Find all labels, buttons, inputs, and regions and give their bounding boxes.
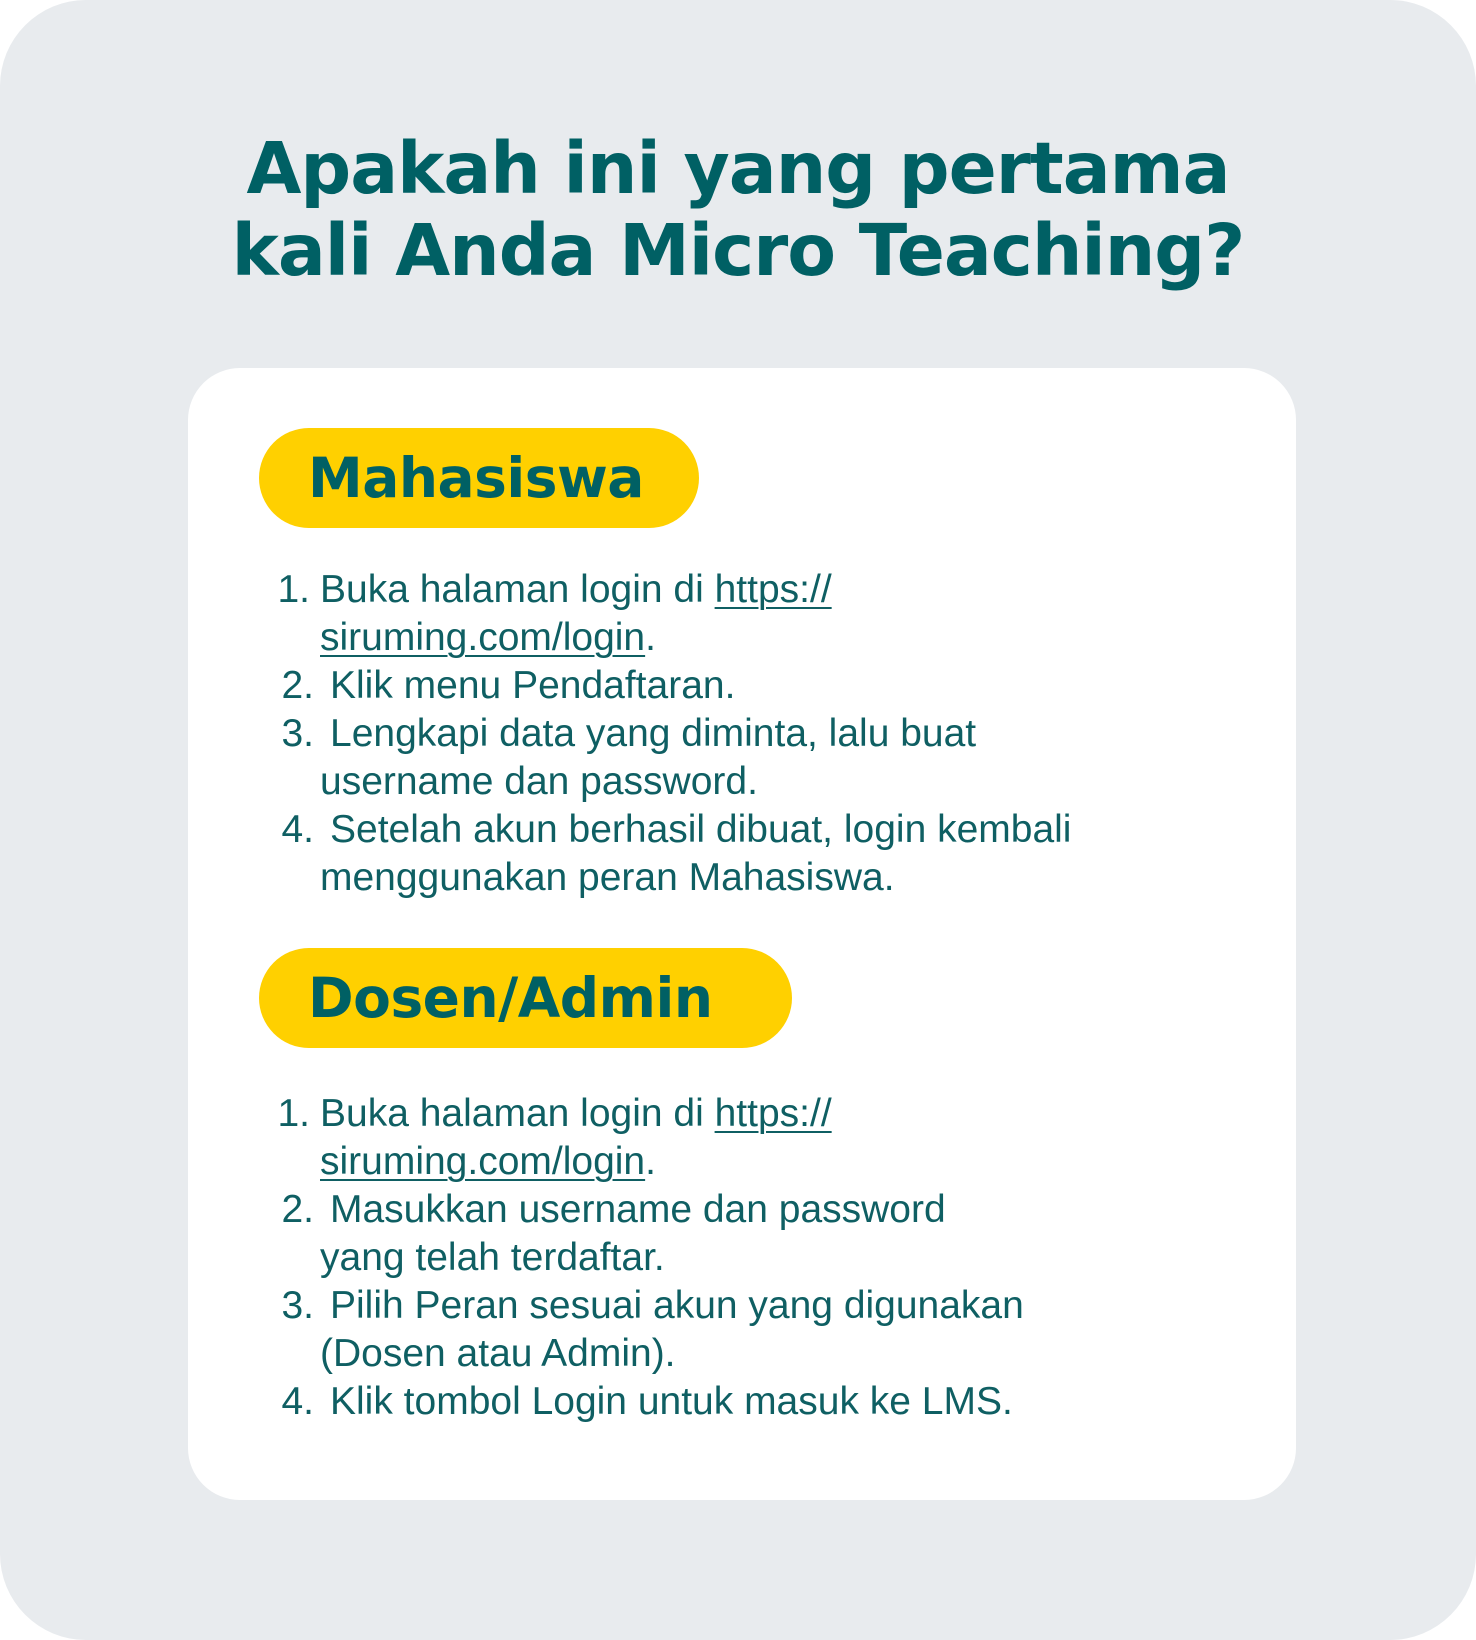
page-title-line-2: kali Anda Micro Teaching? xyxy=(231,209,1245,292)
step-text: . xyxy=(645,1140,656,1183)
step-number: 1. xyxy=(277,568,310,611)
step-text-line: Pilih Peran sesuai akun yang digunakan xyxy=(330,1284,1024,1327)
step-text-line: Setelah akun berhasil dibuat, login kembali xyxy=(330,808,1072,851)
mahasiswa-step-2 xyxy=(281,662,1270,710)
login-link-part-1[interactable]: https:// xyxy=(714,1092,832,1135)
dosen-step-3 xyxy=(281,1282,1270,1378)
dosen-step-1 xyxy=(277,1090,1270,1186)
mahasiswa-badge: Mahasiswa xyxy=(259,428,699,528)
mahasiswa-step-1 xyxy=(277,566,1270,662)
step-text-line: username dan password. xyxy=(320,760,758,803)
step-number: 3. xyxy=(281,1284,314,1327)
dosen-admin-badge: Dosen/Admin xyxy=(259,948,792,1048)
step-number: 4. xyxy=(281,808,314,851)
mahasiswa-steps-list xyxy=(277,566,1270,902)
dosen-step-2 xyxy=(281,1186,1270,1282)
page-title-line-1: Apakah ini yang pertama xyxy=(246,127,1230,210)
step-text-line: Lengkapi data yang diminta, lalu buat xyxy=(330,712,977,755)
instructions-card xyxy=(188,368,1296,1500)
mahasiswa-step-3 xyxy=(281,710,1270,806)
login-link-part-2[interactable]: siruming.com/login xyxy=(320,1140,646,1183)
login-link-part-2[interactable]: siruming.com/login xyxy=(320,616,646,659)
step-text-line xyxy=(320,1138,1270,1186)
step-number: 4. xyxy=(281,1380,314,1423)
step-number: 2. xyxy=(281,664,314,707)
page-title xyxy=(0,128,1476,292)
dosen-steps-list xyxy=(277,1090,1270,1426)
step-text: Buka halaman login di xyxy=(320,1092,715,1135)
step-text-line xyxy=(320,1090,1270,1138)
step-text: Buka halaman login di xyxy=(320,568,715,611)
step-text-line: Klik menu Pendaftaran. xyxy=(330,664,736,707)
step-text-line xyxy=(320,566,1270,614)
step-text-line: (Dosen atau Admin). xyxy=(320,1332,676,1375)
step-text-line xyxy=(320,614,1270,662)
step-text: . xyxy=(645,616,656,659)
step-number: 1. xyxy=(277,1092,310,1135)
dosen-step-4 xyxy=(281,1378,1270,1426)
step-text-line: menggunakan peran Mahasiswa. xyxy=(320,856,895,899)
step-text-line: Masukkan username dan password xyxy=(330,1188,946,1231)
step-number: 3. xyxy=(281,712,314,755)
mahasiswa-step-4 xyxy=(281,806,1270,902)
step-text-line: Klik tombol Login untuk masuk ke LMS. xyxy=(330,1380,1013,1423)
step-text-line: yang telah terdaftar. xyxy=(320,1236,665,1279)
login-link-part-1[interactable]: https:// xyxy=(714,568,832,611)
step-number: 2. xyxy=(281,1188,314,1231)
